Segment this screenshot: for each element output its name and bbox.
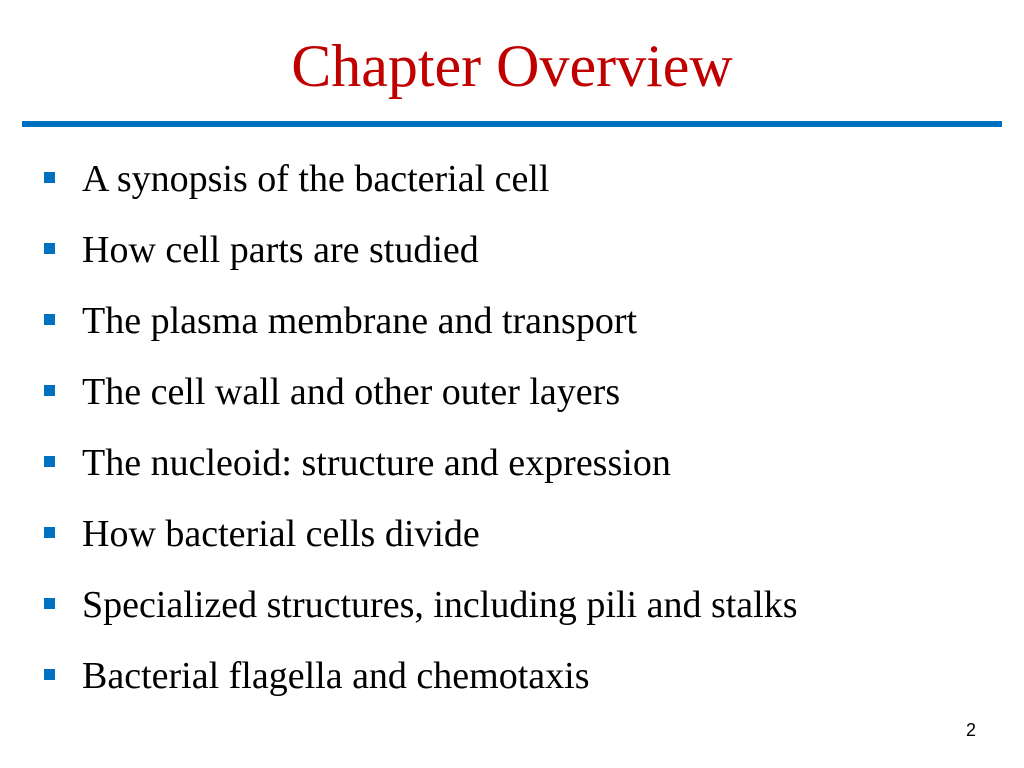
bullet-text: How bacterial cells divide [82,513,480,555]
square-bullet-icon [44,527,55,538]
square-bullet-icon [44,314,55,325]
bullet-item [0,296,1000,346]
bullet-text: The nucleoid: structure and expression [82,442,671,484]
bullet-item [0,154,1000,204]
bullet-text: How cell parts are studied [82,229,479,271]
square-bullet-icon [44,456,55,467]
bullet-item [0,580,1000,630]
page-number: 2 [965,720,976,740]
bullet-item [0,651,1000,701]
square-bullet-icon [44,172,55,183]
bullet-item [0,367,1000,417]
bullet-text: Specialized structures, including pili and stalks [82,584,798,626]
square-bullet-icon [44,243,55,254]
square-bullet-icon [44,385,55,396]
bullet-text: The cell wall and other outer layers [82,371,621,413]
bullet-text: Bacterial flagella and chemotaxis [82,655,590,697]
bullet-item [0,509,1000,559]
title-divider [22,121,1002,127]
bullet-text: The plasma membrane and transport [82,300,638,342]
bullet-item [0,438,1000,488]
square-bullet-icon [44,598,55,609]
slide-title: Chapter Overview [291,33,733,99]
square-bullet-icon [44,669,55,680]
bullet-text: A synopsis of the bacterial cell [82,158,550,200]
bullet-item [0,225,1000,275]
